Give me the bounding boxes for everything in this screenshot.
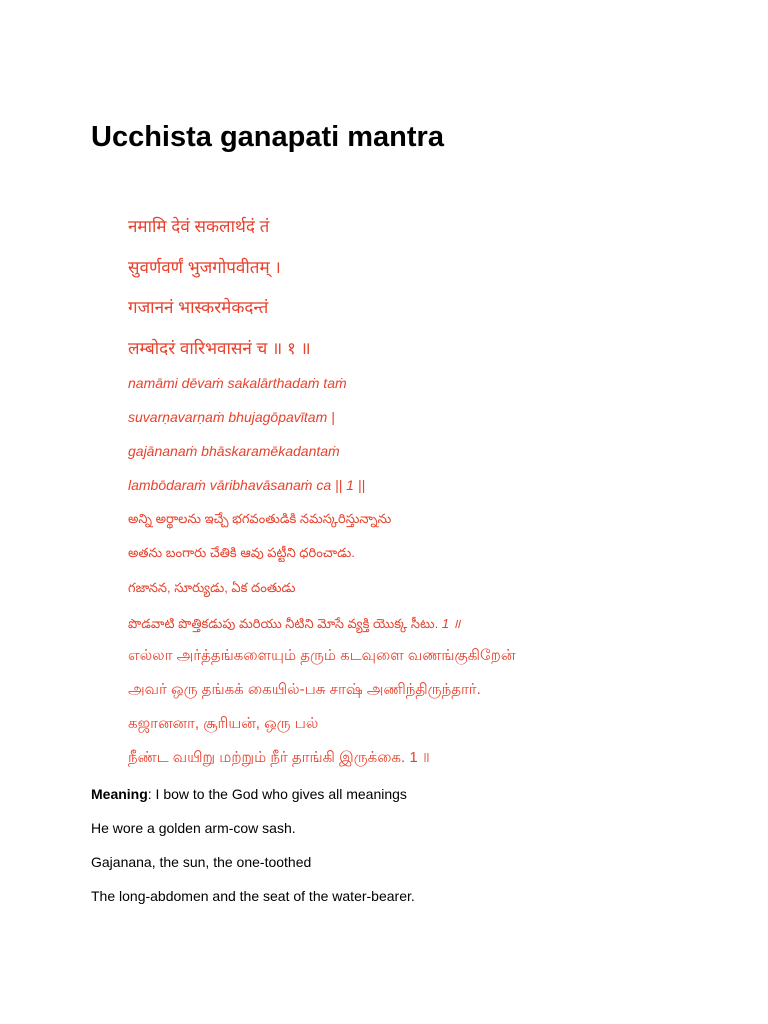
verse-telugu-line-3: గజానన, సూర్యుడు, ఏక దంతుడు [128, 580, 296, 595]
verse-devanagari-line-1: नमामि देवं सकलार्थदं तं [128, 217, 270, 236]
verse-telugu-line-4 [128, 614, 460, 635]
verse-transliteration-line-4: lambōdaraṁ vāribhavāsanaṁ ca || 1 || [128, 477, 366, 493]
verse-devanagari-line-2: सुवर्णवर्णं भुजगोपवीतम् । [128, 258, 281, 277]
verse-tamil-line-4: நீண்ட வயிறு மற்றும் நீர் தாங்கி இருக்கை. 1 ॥ [128, 749, 430, 766]
verse-transliteration-line-1: namāmi dēvaṁ sakalārthadaṁ taṁ [128, 375, 347, 391]
verse-telugu-line-2: అతను బంగారు చేతికి ఆవు పట్టీని ధరించాడు. [128, 545, 355, 560]
verse-telugu-line-1: అన్ని అర్థాలను ఇచ్చే భగవంతుడికి నమస్కరిస్తున్నాను [128, 511, 392, 526]
verse-devanagari-line-4: लम्बोदरं वारिभवासनं च ॥ १ ॥ [128, 339, 311, 358]
page-title: Ucchista ganapati mantra [91, 121, 444, 153]
meaning-label: Meaning [91, 786, 148, 802]
verse-devanagari-line-3: गजाननं भास्करमेकदन्तं [128, 298, 269, 317]
meaning-line-1-text: : I bow to the God who gives all meanings [147, 786, 407, 802]
verse-tamil-line-2: அவர் ஒரு தங்கக் கையில்-பசு சாஷ் அணிந்திருந்தார். [128, 681, 481, 698]
verse-telugu-line-4-text: పొడవాటి పొత్తికడుపు మరియు నీటిని మోసే వ్యక్తి యొక్క సీటు. [128, 616, 439, 631]
verse-transliteration-line-3: gajānanaṁ bhāskaramēkadantaṁ [128, 443, 340, 459]
meaning-line-1 [91, 786, 407, 802]
meaning-line-2: He wore a golden arm-cow sash. [91, 820, 296, 836]
verse-tamil-line-1: எல்லா அர்த்தங்களையும் தரும் கடவுளை வணங்குகிறேன் [128, 647, 516, 664]
meaning-line-4: The long-abdomen and the seat of the water-bearer. [91, 888, 415, 904]
verse-transliteration-line-2: suvarṇavarṇaṁ bhujagōpavītam | [128, 409, 335, 425]
verse-telugu-end-mark: 1 ॥ [441, 616, 461, 631]
verse-tamil-line-3: கஜானனா, சூரியன், ஒரு பல் [128, 715, 319, 732]
meaning-line-3: Gajanana, the sun, the one-toothed [91, 854, 312, 870]
